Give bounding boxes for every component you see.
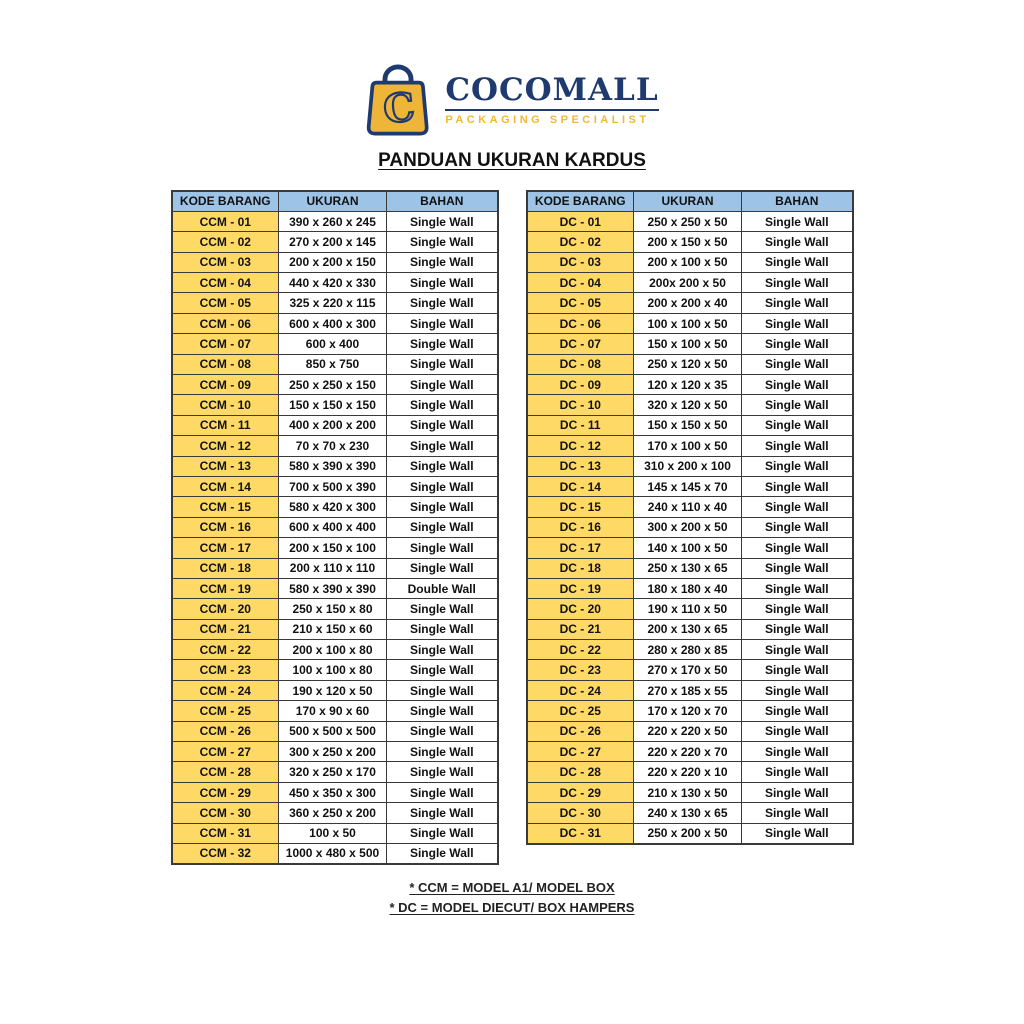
item-material: Single Wall: [742, 578, 853, 598]
item-material: Single Wall: [387, 844, 498, 864]
item-size: 250 x 250 x 50: [634, 211, 742, 231]
table-row: [527, 517, 853, 537]
item-size: 200 x 130 x 65: [634, 619, 742, 639]
item-code: DC - 06: [527, 313, 634, 333]
item-material: Single Wall: [387, 456, 498, 476]
table-row: [527, 721, 853, 741]
table-row: [527, 782, 853, 802]
column-header: UKURAN: [634, 191, 742, 211]
item-code: DC - 18: [527, 558, 634, 578]
item-size: 150 x 150 x 50: [634, 415, 742, 435]
table-row: [172, 599, 498, 619]
item-size: 580 x 390 x 390: [279, 578, 387, 598]
item-material: Single Wall: [387, 211, 498, 231]
item-size: 200 x 110 x 110: [279, 558, 387, 578]
item-size: 280 x 280 x 85: [634, 640, 742, 660]
item-material: Single Wall: [387, 293, 498, 313]
table-row: [527, 476, 853, 496]
item-size: 145 x 145 x 70: [634, 476, 742, 496]
item-code: DC - 01: [527, 211, 634, 231]
dc-size-table: [526, 190, 854, 845]
item-size: 200 x 100 x 50: [634, 252, 742, 272]
item-material: Single Wall: [387, 334, 498, 354]
table-row: [172, 232, 498, 252]
table-row: [527, 762, 853, 782]
item-code: CCM - 29: [172, 782, 279, 802]
item-size: 270 x 200 x 145: [279, 232, 387, 252]
item-code: CCM - 23: [172, 660, 279, 680]
item-material: Single Wall: [387, 742, 498, 762]
table-row: [172, 334, 498, 354]
table-row: [172, 844, 498, 864]
item-code: CCM - 05: [172, 293, 279, 313]
table-row: [527, 436, 853, 456]
item-size: 100 x 100 x 80: [279, 660, 387, 680]
item-code: CCM - 03: [172, 252, 279, 272]
item-code: DC - 27: [527, 742, 634, 762]
item-size: 1000 x 480 x 500: [279, 844, 387, 864]
item-code: DC - 23: [527, 660, 634, 680]
item-size: 390 x 260 x 245: [279, 211, 387, 231]
shopping-bag-icon: [365, 62, 431, 138]
table-row: [527, 640, 853, 660]
item-code: CCM - 15: [172, 497, 279, 517]
table-row: [527, 375, 853, 395]
item-code: CCM - 28: [172, 762, 279, 782]
column-header: BAHAN: [387, 191, 498, 211]
item-material: Single Wall: [742, 436, 853, 456]
item-size: 320 x 250 x 170: [279, 762, 387, 782]
item-size: 600 x 400 x 300: [279, 313, 387, 333]
item-material: Single Wall: [387, 232, 498, 252]
table-row: [527, 232, 853, 252]
item-material: Single Wall: [742, 354, 853, 374]
item-material: Single Wall: [387, 375, 498, 395]
table-row: [172, 803, 498, 823]
item-material: Single Wall: [742, 619, 853, 639]
item-size: 440 x 420 x 330: [279, 273, 387, 293]
page-title: [0, 150, 1024, 172]
item-material: Single Wall: [387, 538, 498, 558]
item-code: DC - 02: [527, 232, 634, 252]
table-row: [172, 273, 498, 293]
item-size: 270 x 170 x 50: [634, 660, 742, 680]
item-material: Single Wall: [742, 640, 853, 660]
item-material: Single Wall: [742, 742, 853, 762]
item-size: 325 x 220 x 115: [279, 293, 387, 313]
table-row: [172, 721, 498, 741]
item-size: 200 x 200 x 150: [279, 252, 387, 272]
item-size: 200 x 150 x 50: [634, 232, 742, 252]
item-code: DC - 29: [527, 782, 634, 802]
item-size: 500 x 500 x 500: [279, 721, 387, 741]
table-row: [172, 640, 498, 660]
table-row: [527, 538, 853, 558]
item-code: CCM - 21: [172, 619, 279, 639]
table-row: [527, 497, 853, 517]
item-material: Single Wall: [387, 273, 498, 293]
item-code: DC - 28: [527, 762, 634, 782]
table-row: [172, 782, 498, 802]
item-material: Single Wall: [742, 456, 853, 476]
table-row: [172, 497, 498, 517]
item-code: CCM - 04: [172, 273, 279, 293]
cocomall-logo: [0, 58, 1024, 142]
item-material: Single Wall: [742, 334, 853, 354]
item-size: 250 x 200 x 50: [634, 823, 742, 843]
item-code: DC - 21: [527, 619, 634, 639]
table-row: [172, 578, 498, 598]
item-material: Single Wall: [387, 721, 498, 741]
item-size: 180 x 180 x 40: [634, 578, 742, 598]
item-material: Single Wall: [742, 313, 853, 333]
item-size: 200 x 100 x 80: [279, 640, 387, 660]
column-header: KODE BARANG: [527, 191, 634, 211]
brand-tagline: PACKAGING SPECIALIST: [445, 113, 650, 126]
item-size: 170 x 90 x 60: [279, 701, 387, 721]
item-material: Single Wall: [742, 721, 853, 741]
table-row: [172, 354, 498, 374]
item-size: 270 x 185 x 55: [634, 680, 742, 700]
table-row: [172, 436, 498, 456]
item-material: Single Wall: [742, 762, 853, 782]
item-size: 220 x 220 x 10: [634, 762, 742, 782]
item-size: 120 x 120 x 35: [634, 375, 742, 395]
table-row: [172, 313, 498, 333]
ccm-size-table: [171, 190, 499, 865]
item-material: Single Wall: [387, 415, 498, 435]
item-code: DC - 24: [527, 680, 634, 700]
item-material: Single Wall: [742, 211, 853, 231]
item-code: CCM - 02: [172, 232, 279, 252]
item-material: Single Wall: [387, 762, 498, 782]
item-material: Single Wall: [387, 517, 498, 537]
table-row: [172, 211, 498, 231]
table-row: [527, 456, 853, 476]
item-material: Single Wall: [387, 660, 498, 680]
item-material: Single Wall: [387, 558, 498, 578]
table-row: [527, 558, 853, 578]
item-code: CCM - 18: [172, 558, 279, 578]
table-header-row: [527, 191, 853, 211]
item-code: DC - 08: [527, 354, 634, 374]
item-material: Single Wall: [387, 640, 498, 660]
item-material: Single Wall: [387, 313, 498, 333]
item-size: 700 x 500 x 390: [279, 476, 387, 496]
item-code: CCM - 01: [172, 211, 279, 231]
item-size: 200x 200 x 50: [634, 273, 742, 293]
table-row: [527, 823, 853, 843]
item-code: CCM - 13: [172, 456, 279, 476]
table-row: [172, 395, 498, 415]
table-row: [172, 476, 498, 496]
table-row: [172, 680, 498, 700]
item-code: DC - 14: [527, 476, 634, 496]
item-code: CCM - 06: [172, 313, 279, 333]
logo-divider: [445, 109, 658, 111]
item-size: 150 x 100 x 50: [634, 334, 742, 354]
item-material: Single Wall: [387, 354, 498, 374]
svg-text:C: C: [381, 84, 418, 134]
item-size: 200 x 150 x 100: [279, 538, 387, 558]
footnote-dc: * DC = MODEL DIECUT/ BOX HAMPERS: [389, 900, 635, 916]
item-material: Single Wall: [387, 680, 498, 700]
item-size: 400 x 200 x 200: [279, 415, 387, 435]
item-material: Single Wall: [387, 619, 498, 639]
table-row: [527, 354, 853, 374]
item-material: Single Wall: [742, 517, 853, 537]
item-material: Single Wall: [387, 497, 498, 517]
item-material: Single Wall: [387, 395, 498, 415]
item-size: 70 x 70 x 230: [279, 436, 387, 456]
item-code: CCM - 12: [172, 436, 279, 456]
table-row: [172, 415, 498, 435]
item-material: Single Wall: [742, 415, 853, 435]
item-code: CCM - 30: [172, 803, 279, 823]
item-material: Single Wall: [387, 782, 498, 802]
item-code: DC - 15: [527, 497, 634, 517]
item-code: CCM - 19: [172, 578, 279, 598]
item-size: 250 x 130 x 65: [634, 558, 742, 578]
item-size: 850 x 750: [279, 354, 387, 374]
item-material: Single Wall: [742, 293, 853, 313]
size-tables-container: [0, 190, 1024, 865]
item-material: Single Wall: [742, 823, 853, 843]
item-material: Single Wall: [387, 599, 498, 619]
table-row: [527, 334, 853, 354]
item-material: Single Wall: [742, 538, 853, 558]
table-row: [527, 313, 853, 333]
item-size: 450 x 350 x 300: [279, 782, 387, 802]
table-row: [527, 293, 853, 313]
footnotes: [0, 878, 1024, 918]
item-size: 580 x 420 x 300: [279, 497, 387, 517]
item-material: Single Wall: [742, 701, 853, 721]
item-code: DC - 10: [527, 395, 634, 415]
item-code: DC - 12: [527, 436, 634, 456]
item-code: CCM - 07: [172, 334, 279, 354]
item-code: CCM - 16: [172, 517, 279, 537]
item-code: CCM - 22: [172, 640, 279, 660]
table-row: [527, 211, 853, 231]
item-size: 220 x 220 x 50: [634, 721, 742, 741]
brand-name: COCOMALL: [445, 72, 659, 109]
table-row: [172, 375, 498, 395]
item-code: CCM - 27: [172, 742, 279, 762]
item-material: Single Wall: [387, 823, 498, 843]
item-code: DC - 03: [527, 252, 634, 272]
item-size: 190 x 120 x 50: [279, 680, 387, 700]
item-code: DC - 22: [527, 640, 634, 660]
table-row: [527, 395, 853, 415]
item-size: 600 x 400: [279, 334, 387, 354]
item-size: 170 x 100 x 50: [634, 436, 742, 456]
table-header-row: [172, 191, 498, 211]
item-code: CCM - 14: [172, 476, 279, 496]
item-material: Single Wall: [742, 273, 853, 293]
item-code: DC - 17: [527, 538, 634, 558]
item-material: Single Wall: [742, 497, 853, 517]
item-code: DC - 19: [527, 578, 634, 598]
item-material: Single Wall: [742, 395, 853, 415]
page-title-text: PANDUAN UKURAN KARDUS: [378, 150, 646, 171]
item-code: CCM - 26: [172, 721, 279, 741]
column-header: UKURAN: [279, 191, 387, 211]
item-size: 250 x 120 x 50: [634, 354, 742, 374]
item-size: 300 x 200 x 50: [634, 517, 742, 537]
item-size: 240 x 110 x 40: [634, 497, 742, 517]
item-code: CCM - 31: [172, 823, 279, 843]
item-size: 100 x 100 x 50: [634, 313, 742, 333]
item-size: 170 x 120 x 70: [634, 701, 742, 721]
item-material: Single Wall: [387, 701, 498, 721]
table-row: [527, 252, 853, 272]
item-code: DC - 09: [527, 375, 634, 395]
item-size: 210 x 150 x 60: [279, 619, 387, 639]
item-material: Single Wall: [742, 232, 853, 252]
table-row: [172, 701, 498, 721]
item-size: 310 x 200 x 100: [634, 456, 742, 476]
item-code: CCM - 32: [172, 844, 279, 864]
item-size: 220 x 220 x 70: [634, 742, 742, 762]
item-material: Single Wall: [742, 476, 853, 496]
item-material: Single Wall: [742, 599, 853, 619]
item-size: 360 x 250 x 200: [279, 803, 387, 823]
item-size: 190 x 110 x 50: [634, 599, 742, 619]
item-size: 150 x 150 x 150: [279, 395, 387, 415]
item-material: Single Wall: [742, 252, 853, 272]
item-material: Single Wall: [742, 558, 853, 578]
table-row: [172, 293, 498, 313]
item-code: CCM - 20: [172, 599, 279, 619]
item-code: CCM - 24: [172, 680, 279, 700]
item-material: Single Wall: [387, 476, 498, 496]
table-row: [172, 538, 498, 558]
table-row: [172, 558, 498, 578]
item-code: DC - 13: [527, 456, 634, 476]
item-code: DC - 16: [527, 517, 634, 537]
item-size: 250 x 250 x 150: [279, 375, 387, 395]
table-row: [527, 599, 853, 619]
item-size: 140 x 100 x 50: [634, 538, 742, 558]
table-row: [527, 701, 853, 721]
item-code: DC - 25: [527, 701, 634, 721]
column-header: BAHAN: [742, 191, 853, 211]
table-row: [527, 742, 853, 762]
table-row: [172, 762, 498, 782]
item-code: DC - 05: [527, 293, 634, 313]
item-material: Double Wall: [387, 578, 498, 598]
table-row: [527, 680, 853, 700]
item-size: 240 x 130 x 65: [634, 803, 742, 823]
item-size: 250 x 150 x 80: [279, 599, 387, 619]
item-code: CCM - 10: [172, 395, 279, 415]
item-material: Single Wall: [387, 803, 498, 823]
item-material: Single Wall: [387, 436, 498, 456]
item-material: Single Wall: [742, 782, 853, 802]
table-row: [527, 660, 853, 680]
table-row: [172, 660, 498, 680]
table-row: [172, 252, 498, 272]
item-size: 300 x 250 x 200: [279, 742, 387, 762]
table-row: [527, 619, 853, 639]
column-header: KODE BARANG: [172, 191, 279, 211]
item-code: DC - 26: [527, 721, 634, 741]
item-code: CCM - 25: [172, 701, 279, 721]
item-size: 210 x 130 x 50: [634, 782, 742, 802]
item-material: Single Wall: [742, 803, 853, 823]
item-code: CCM - 08: [172, 354, 279, 374]
table-row: [172, 742, 498, 762]
item-code: CCM - 09: [172, 375, 279, 395]
table-row: [527, 578, 853, 598]
item-material: Single Wall: [742, 375, 853, 395]
item-size: 100 x 50: [279, 823, 387, 843]
item-size: 580 x 390 x 390: [279, 456, 387, 476]
footnote-ccm: * CCM = MODEL A1/ MODEL BOX: [409, 879, 615, 895]
item-code: DC - 31: [527, 823, 634, 843]
item-code: CCM - 11: [172, 415, 279, 435]
item-material: Single Wall: [387, 252, 498, 272]
item-material: Single Wall: [742, 660, 853, 680]
item-material: Single Wall: [742, 680, 853, 700]
item-code: DC - 04: [527, 273, 634, 293]
item-code: CCM - 17: [172, 538, 279, 558]
item-code: DC - 20: [527, 599, 634, 619]
item-code: DC - 30: [527, 803, 634, 823]
item-size: 600 x 400 x 400: [279, 517, 387, 537]
logo-text-block: [445, 74, 658, 126]
item-code: DC - 11: [527, 415, 634, 435]
item-size: 320 x 120 x 50: [634, 395, 742, 415]
table-row: [527, 273, 853, 293]
table-row: [527, 803, 853, 823]
table-row: [172, 619, 498, 639]
item-size: 200 x 200 x 40: [634, 293, 742, 313]
table-row: [172, 456, 498, 476]
item-code: DC - 07: [527, 334, 634, 354]
table-row: [527, 415, 853, 435]
table-row: [172, 823, 498, 843]
table-row: [172, 517, 498, 537]
